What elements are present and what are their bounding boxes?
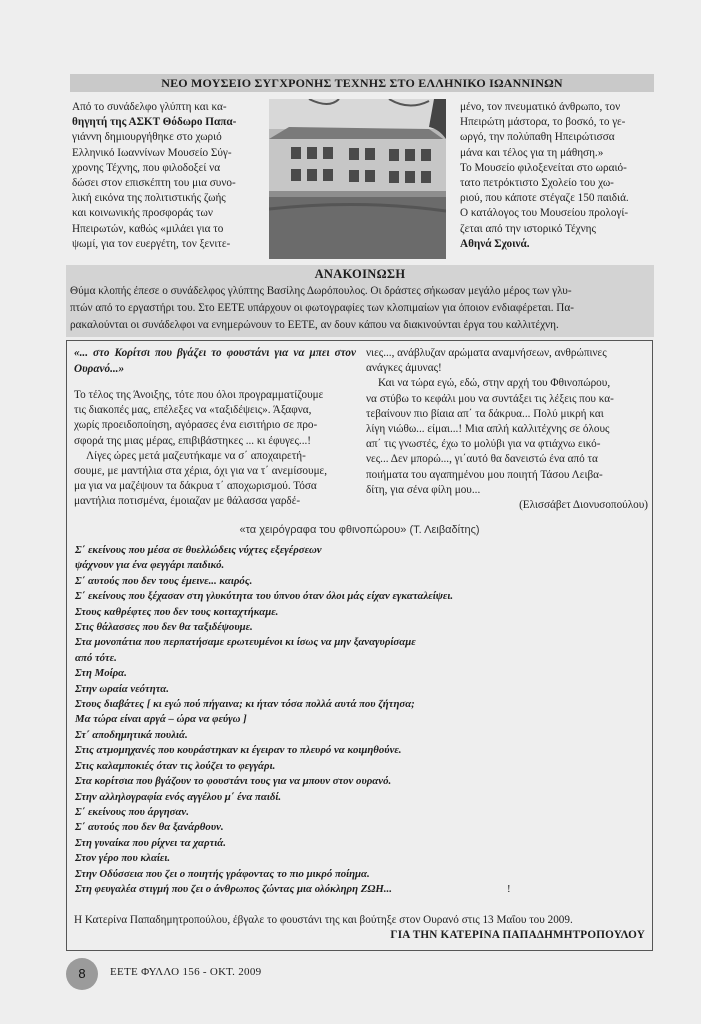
poem-line: ψάχνουν για ένα φεγγάρι παιδικό. bbox=[75, 559, 225, 572]
poem-line bbox=[75, 882, 645, 897]
article-right-column bbox=[460, 100, 654, 252]
letter-author: (Ελισσάβετ Διονυσοπούλου) bbox=[519, 499, 648, 512]
poem-line: Στις καλαμποκιές όταν τις λούζει το φεγγάρι. bbox=[75, 759, 276, 772]
text-line: Ηπειρωτών, καθώς «μιλάει για το bbox=[72, 222, 224, 235]
text-line bbox=[72, 115, 264, 130]
poem-line: Στ΄ αποδημητικά πουλιά. bbox=[75, 728, 188, 741]
text-line: ψωμί, για τον ευεργέτη, τον ξενιτε- bbox=[72, 237, 231, 250]
text-line: χωρίς προειδοποίηση, αγόρασες ένα εισιτήριο σε προ- bbox=[74, 419, 318, 432]
text-line: Λίγες ώρες μετά μαζευτήκαμε να σ΄ αποχαιρετή- bbox=[86, 449, 306, 462]
school-building-image bbox=[269, 99, 446, 259]
text-line bbox=[460, 115, 654, 130]
text-line bbox=[460, 206, 654, 221]
text-line: θηγητή της ΑΣΚΤ Θόδωρο Παπα- bbox=[72, 116, 237, 129]
article-title: ΝΕΟ ΜΟΥΣΕΙΟ ΣΥΓΧΡΟΝΗΣ ΤΕΧΝΗΣ ΣΤΟ ΕΛΛΗΝΙΚΟ ΙΩΑΝΝΙΝΩΝ bbox=[70, 74, 654, 92]
text-line: να στύβω το κεφάλι μου να συντάξει τις λέξεις που κα- bbox=[366, 392, 614, 405]
poem-line: Στην ωραία νεότητα. bbox=[75, 682, 169, 695]
text-line bbox=[460, 222, 654, 237]
text-line: Θύμα κλοπής έπεσε ο συνάδελφος γλύπτης Βασίλης Δωρόπουλος. Οι δράστες σήκωσαν μεγάλο μέρος των γλυ- bbox=[70, 285, 572, 297]
text-line: ζεται από την ιστορικό Τέχνης bbox=[460, 222, 596, 235]
text-line: σουμε, με μαντήλια στα χέρια, όχι για να τ΄ ανεμίσουμε, bbox=[74, 465, 328, 478]
poem-line: Στη γυναίκα που ρίχνει τα χαρτιά. bbox=[75, 836, 226, 849]
poem-line: Σ΄ εκείνους που μέσα σε θυελλώδεις νύχτες εξεγέρσεων bbox=[75, 544, 322, 556]
text-line: λίγη νιώθω... είμαι...! Μια απλή καλλιτέχνης σε όλους bbox=[366, 423, 610, 436]
text-line: νες... Δεν μπορώ..., γι΄αυτό θα δανειστώ ένα από τα bbox=[366, 453, 598, 466]
poem-line: Σ΄ αυτούς που δεν τους έμεινε... καιρός. bbox=[75, 574, 253, 587]
poem-line: Στη Μοίρα. bbox=[75, 667, 127, 680]
text-line: απ΄ τις γνωστές, έχω το μολύβι για να φτιάχνω εικό- bbox=[366, 438, 601, 451]
poem-line: Στις ατμομηχανές που κουράστηκαν κι έγειραν το πλευρό να κοιμηθούνε. bbox=[75, 744, 402, 757]
poem-line: Στα μονοπάτια που περπατήσαμε ερωτευμένοι κι ίσως να μην ξαναγυρίσαμε bbox=[75, 636, 416, 649]
text-line bbox=[460, 237, 654, 252]
text-line: ποιήματα του αγαπημένου μου ποιητή Τάσου Λειβα- bbox=[366, 468, 603, 481]
poem-line: Σ΄ αυτούς που δεν θα ξανάρθουν. bbox=[75, 821, 224, 834]
text-line: ρακαλούνται οι συνάδελφοι να ενημερώνουν το ΕΕΤΕ, αν δουν κάπου να διακινούνται έργα του καλλιτέχνη. bbox=[70, 319, 559, 331]
footer-issue: ΕΕΤΕ ΦΥΛΛΟ 156 - ΟΚΤ. 2009 bbox=[110, 966, 262, 978]
poem-line: Στον γέρο που κλαίει. bbox=[75, 852, 171, 865]
announcement-body bbox=[70, 283, 650, 334]
text-line: και κοινωνικής προσφοράς των bbox=[72, 207, 213, 220]
text-line bbox=[72, 222, 264, 237]
text-line: Αθηνά Σχοινά. bbox=[460, 237, 530, 250]
poem-line: Σ΄ εκείνους που άργησαν. bbox=[75, 805, 189, 818]
poem-line: από τότε. bbox=[75, 651, 117, 664]
poem-line: Στην Οδύσσεια που ζει ο ποιητής γράφοντας το πιο μικρό ποίημα. bbox=[75, 867, 370, 880]
poem-exclaim: ! bbox=[507, 882, 511, 895]
text-line: ανάγκες άμυνας! bbox=[366, 362, 442, 375]
text-line: πτών από το εργαστήρι του. Στο ΕΕΤΕ υπάρχουν οι φωτογραφίες των κλοπιμαίων για όποιον ενδιαφέρεται. Πα- bbox=[70, 302, 574, 314]
text-line: Ηπειρώτη μάστορα, το βοσκό, το γε- bbox=[460, 116, 626, 129]
poem-line: Σ΄ εκείνους που ξέχασαν στη γλυκύτητα του ύπνου όταν όλοι μάς είχαν εγκαταλείψει. bbox=[75, 590, 454, 603]
text-line: Ελληνικό Ιωαννίνων Μουσείο Σύγ- bbox=[72, 146, 232, 159]
article-left-column bbox=[72, 100, 264, 252]
text-line: τις διακοπές μας, επέλεξες να «ταξιδέψεις». Άξαφνα, bbox=[74, 404, 312, 417]
poem-line: Στους καθρέφτες που δεν τους κοιταχτήκαμε. bbox=[75, 605, 279, 618]
letter-left-column bbox=[74, 388, 356, 510]
text-line bbox=[460, 161, 654, 176]
text-line: δίτη, για σένα φίλη μου... bbox=[366, 483, 481, 496]
text-line bbox=[460, 191, 654, 206]
text-line: χρονης Τέχνης, που φιλοδοξεί να bbox=[72, 161, 221, 174]
announcement-box bbox=[66, 265, 654, 337]
text-line bbox=[460, 176, 654, 191]
page-number-badge: 8 bbox=[66, 958, 98, 990]
poem bbox=[75, 543, 645, 897]
text-line bbox=[72, 161, 264, 176]
poem-line: Στην αλληλογραφία ενός αγγέλου μ΄ ένα παιδί. bbox=[75, 790, 282, 803]
text-line: μάνα και τέλος για τη μάθηση.» bbox=[460, 146, 604, 159]
letter-title: «... στο Κορίτσι που βγάζει το φουστάνι για να μπει στον Ουρανό...» bbox=[74, 347, 356, 375]
museum-photo bbox=[269, 99, 446, 259]
letter-right-column bbox=[366, 346, 648, 513]
poem-line: Μα τώρα είναι αργά – ώρα να φεύγω ] bbox=[75, 713, 247, 726]
announcement-title: ΑΝΑΚΟΙΝΩΣΗ bbox=[314, 267, 406, 281]
text-line: μα για να μαζέψουν τα δάκρυα τ΄ αποχωρισμού. Τόσα bbox=[74, 480, 317, 493]
text-line: γιάννη δημιουργήθηκε στο χωριό bbox=[72, 131, 222, 144]
text-line bbox=[460, 100, 654, 115]
text-line bbox=[72, 176, 264, 191]
text-line: λική εικόνα της πολιτιστικής ζωής bbox=[72, 192, 226, 205]
signature: ΓΙΑ ΤΗΝ ΚΑΤΕΡΙΝΑ ΠΑΠΑΔΗΜΗΤΡΟΠΟΥΛΟΥ bbox=[390, 929, 645, 941]
text-line: σφορά της μιας μέρας, επιβιβάστηκες ... κι έφυγες...! bbox=[74, 434, 312, 447]
text-line bbox=[460, 130, 654, 145]
text-line bbox=[72, 146, 264, 161]
text-line: ριού, που κάποτε στέγαζε 150 παιδιά. bbox=[460, 192, 629, 205]
text-line: μαντήλια ποτισμένα, έμοιαζαν με θάλασσα γαρδέ- bbox=[74, 495, 301, 508]
poem-line: Στις θάλασσες που δεν θα ταξιδέψουμε. bbox=[75, 621, 253, 634]
text-line: Το Μουσείο φιλοξενείται στο ωραιό- bbox=[460, 161, 627, 174]
text-line bbox=[460, 146, 654, 161]
closing-note: Η Κατερίνα Παπαδημητροπούλου, έβγαλε το φουστάνι της και βούτηξε στον Ουρανό στις 13 Μαΐου του 2009. bbox=[74, 914, 573, 926]
text-line: Και να τώρα εγώ, εδώ, στην αρχή του Φθινοπώρου, bbox=[378, 377, 611, 390]
text-line: τατο πετρόκτιστο Σχολείο του χω- bbox=[460, 177, 614, 190]
text-line: τεβαίνουν πιο βίαια απ΄ τα δάκρυα... Πολύ μικρή και bbox=[366, 407, 604, 420]
text-line bbox=[72, 130, 264, 145]
text-line: ωργό, την πολύπαθη Ηπειρώτισσα bbox=[460, 131, 615, 144]
text-line: νιες..., ανάβλυζαν αρώματα αναμνήσεων, ανθρώπινες bbox=[366, 347, 607, 359]
poem-line: Στα κορίτσια που βγάζουν το φουστάνι τους για να μπουν στον ουρανό. bbox=[75, 775, 392, 788]
text-line: Το τέλος της Άνοιξης, τότε που όλοι προγραμματίζουμε bbox=[74, 389, 324, 401]
text-line bbox=[72, 237, 264, 252]
text-line bbox=[72, 206, 264, 221]
text-line: μένο, τον πνευματικό άνθρωπο, τον bbox=[460, 101, 621, 113]
text-line: δώσει στον επισκέπτη του μια συνο- bbox=[72, 177, 236, 190]
text-line: Από το συνάδελφο γλύπτη και κα- bbox=[72, 101, 227, 113]
poem-line: Στους διαβάτες [ κι εγώ πού πήγαινα; κι ήταν τόσα πολλά αυτά που ζήτησα; bbox=[75, 698, 415, 711]
poem-last-line: Στη φευγαλέα στιγμή που ζει ο άνθρωπος ζώντας μια ολόκληρη ΖΩΗ... bbox=[75, 882, 392, 895]
poem-heading: «τα χειρόγραφα του φθινοπώρου» (Τ. Λειβαδίτης) bbox=[239, 524, 480, 536]
text-line bbox=[72, 191, 264, 206]
text-line: Ο κατάλογος του Μουσείου προλογί- bbox=[460, 207, 629, 220]
text-line bbox=[72, 100, 264, 115]
